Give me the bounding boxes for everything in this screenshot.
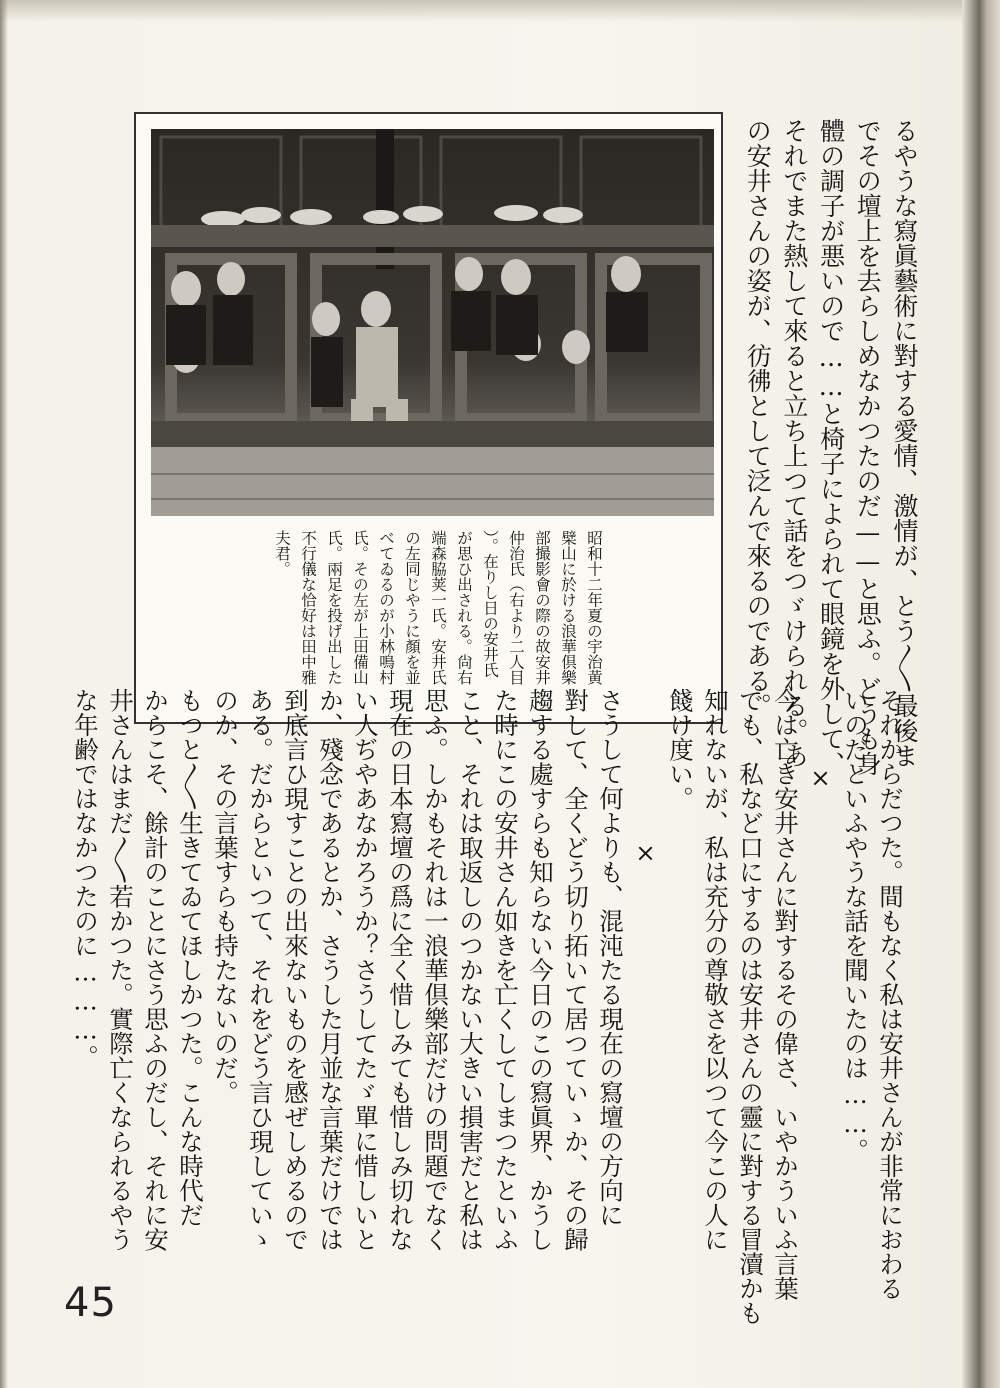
caption-line: 不行儀な恰好は田中雅 <box>299 530 317 685</box>
page-binding-shadow <box>962 0 1000 1388</box>
text-column: ある。だからといつて、それをどう言ひ現していゝ <box>246 688 275 1252</box>
caption-line: が思ひ出される。尙右 <box>455 530 473 685</box>
text-column: 思ふ。しかもそれは一浪華倶樂部だけの問題でなく <box>421 688 450 1252</box>
caption-line: 氏。その左が上田備山 <box>351 530 369 685</box>
caption-line: の左同じやうに顏を並 <box>403 530 421 685</box>
text-column: 到底言ひ現すことの出來ないものを感ぜしめるので <box>281 688 310 1252</box>
section-separator: × <box>631 838 660 867</box>
text-column: 井さんはまだ〳〵若かつた。實際亡くなられるやう <box>106 688 135 1252</box>
page-left-edge <box>0 0 8 1388</box>
group-photo-illustration <box>151 129 714 516</box>
text-column: のか、その言葉すらも持たないのだ。 <box>211 688 240 1105</box>
text-column: 餞け度い。 <box>666 688 695 811</box>
section-separator: × <box>806 763 835 792</box>
text-column: 趨する處すらも知らない今日のこの寫眞界、かうし <box>526 688 555 1252</box>
text-column: さうして何よりも、混沌たる現在の寫壇の方向に <box>596 688 625 1227</box>
caption-line: べてゐるのが小林鳴村 <box>377 530 395 685</box>
text-column: もつと〳〵生きてゐてほしかつた。こんな時代だ <box>176 688 205 1227</box>
page-number: 45 <box>64 1280 117 1326</box>
text-column: の安井さんの姿が、彷彿として泛んで來るのである。 <box>743 118 773 718</box>
text-column: 今は亡き安井さんに對するその偉さ、いやかういふ言葉 <box>771 688 800 1301</box>
text-column: 知れないが、私は充分の尊敬さを以つて今この人に <box>701 688 730 1252</box>
upper-text-block <box>736 118 922 776</box>
text-column: 現在の日本寫壇の爲に全く惜しみても惜しみ切れな <box>386 688 415 1252</box>
text-column: こと、それは取返しのつかない大きい損害だと私は <box>456 688 485 1252</box>
text-column: それでまた熱して來ると立ち上つて話をつゞけられる。あ <box>779 118 809 768</box>
group-photo <box>151 129 714 516</box>
caption-line: 氏。兩足を投げ出した <box>325 530 343 685</box>
text-column: るやうな寫眞藝術に對する愛情、激情が、とう〳〵最後ま <box>890 118 919 768</box>
text-column: か、殘念であるとか、さうした月並な言葉だけでは <box>316 688 345 1252</box>
page-top-shadow <box>0 0 1000 22</box>
caption-line: ）。在りし日の安井氏 <box>481 530 499 678</box>
text-column: いのだといふやうな話を聞いたのは……。 <box>841 688 870 1163</box>
caption-line: 檗山に於ける浪華倶樂 <box>559 530 577 685</box>
text-column: な年齢ではなかつたのに………。 <box>71 688 100 1069</box>
text-column: からこそ、餘計のことにさう思ふのだし、それに安 <box>141 688 170 1252</box>
text-column: 體の調子が悪いので……と椅子によられて眼鏡を外して、 <box>816 118 846 776</box>
caption-line: 端森脇荚一氏。安井氏 <box>429 530 447 685</box>
caption-line: 仲治氏（右より二人目 <box>507 530 525 685</box>
caption-line: 夫君。 <box>273 530 291 577</box>
text-column: た時にこの安井さん如きを亡くしてしまつたといふ <box>491 688 520 1252</box>
text-column: 對して、全くどう切り拓いて居つていゝか、その歸 <box>561 688 590 1252</box>
text-column: でも、私など口にするのは安井さんの靈に對する冒瀆かも <box>736 688 765 1325</box>
text-column: それからだつた。間もなく私は安井さんが非常におわる <box>876 688 905 1301</box>
text-column: い人ぢやあなかろうか？さうしてたゞ單に惜しいと <box>351 688 380 1252</box>
caption-line: 昭和十二年夏の宇治黄 <box>585 530 603 685</box>
caption-line: 部撮影會の際の故安井 <box>533 530 551 685</box>
text-column: でその壇上を去らしめなかつたのだ——と思ふ。どうも身 <box>853 118 883 776</box>
